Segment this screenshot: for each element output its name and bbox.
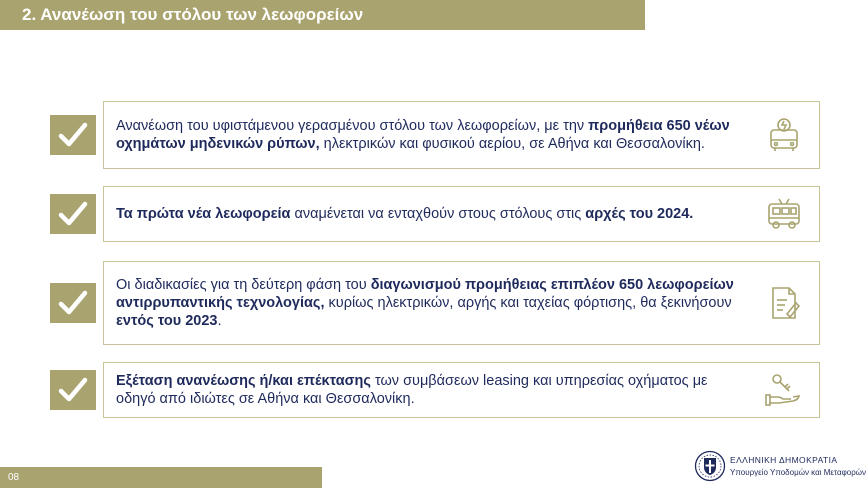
- org-name: ΕΛΛΗΝΙΚΗ ΔΗΜΟΚΡΑΤΙΑ: [730, 455, 838, 465]
- body-text: Ανανέωση του υφιστάμενου γερασμένου στόλου των λεωφορείων, με την: [116, 118, 589, 134]
- info-card: [103, 261, 820, 345]
- body-text: αναμένεται να ενταχθούν στους στόλους στις: [290, 206, 586, 222]
- document-icon: [765, 284, 803, 322]
- emphasis-text: Τα πρώτα νέα λεωφορεία: [116, 206, 291, 222]
- item-text: [116, 205, 744, 223]
- page-number: 08: [0, 467, 322, 488]
- emphasis-text: αρχές του 2024.: [585, 206, 694, 222]
- body-text: ηλεκτρικών και φυσικού αερίου, σε Αθήνα και Θεσσαλονίκη.: [319, 136, 705, 152]
- ministry-name: Υπουργείο Υποδομών και Μεταφορών: [730, 468, 867, 477]
- checkmark-icon: [50, 194, 96, 234]
- emphasis-text: εντός του 2023: [116, 313, 218, 329]
- bus-icon: [765, 195, 803, 233]
- emphasis-text: Εξέταση ανανέωσης ή/και επέκτασης: [116, 373, 371, 389]
- checkmark-icon: [50, 370, 96, 410]
- emphasis-text: προμήθεια 650 νέων οχημάτων μηδενικών ρύπων,: [116, 118, 730, 152]
- item-text: [116, 117, 744, 153]
- info-card: [103, 186, 820, 242]
- electric-bus-icon: [765, 116, 803, 154]
- item-text: [116, 276, 744, 330]
- list-item: [50, 261, 820, 345]
- coat-of-arms-icon: [694, 450, 726, 482]
- body-text: των συμβάσεων leasing και υπηρεσίας οχήματος με οδηγό από ιδιώτες σε Αθήνα και Θεσσαλονίκη.: [116, 373, 708, 407]
- list-item: [50, 186, 820, 242]
- organization-info: [730, 455, 866, 477]
- list-item: [50, 362, 820, 418]
- body-text: .: [217, 313, 222, 329]
- body-text: κυρίως ηλεκτρικών, αργής και ταχείας φόρτισης, θα ξεκινήσουν: [324, 295, 732, 311]
- item-text: [116, 372, 744, 408]
- page-title: 2. Ανανέωση του στόλου των λεωφορείων: [0, 0, 645, 30]
- list-item: [50, 101, 820, 169]
- checkmark-icon: [50, 283, 96, 323]
- emphasis-text: διαγωνισμού προμήθειας επιπλέον 650 λεωφορείων αντιρρυπαντικής τεχνολογίας,: [116, 277, 734, 311]
- checkmark-icon: [50, 115, 96, 155]
- body-text: Οι διαδικασίες για τη δεύτερη φάση του: [116, 277, 371, 293]
- hand-key-icon: [765, 371, 803, 409]
- info-card: [103, 362, 820, 418]
- info-card: [103, 101, 820, 169]
